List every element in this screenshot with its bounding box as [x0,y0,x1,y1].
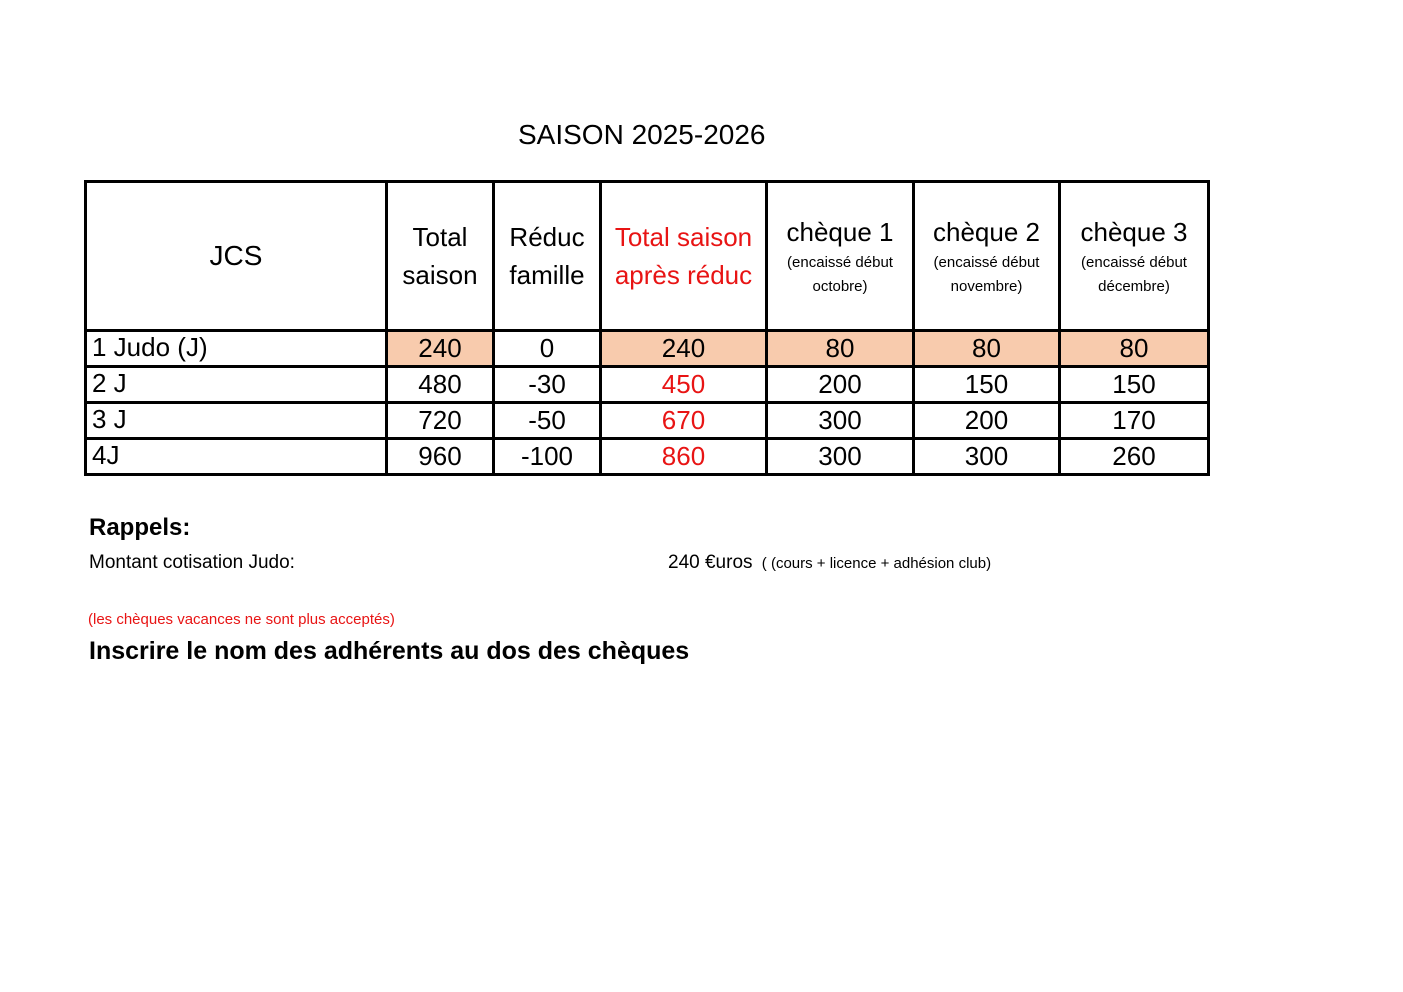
cell-reduc: -30 [494,367,601,403]
cell-total: 480 [387,367,494,403]
table-header-row [86,182,1209,331]
header-cheque-3 [1060,182,1209,331]
cell-cheque3: 80 [1060,331,1209,367]
cell-total: 960 [387,439,494,475]
cell-total: 720 [387,403,494,439]
cell-apres: 240 [601,331,767,367]
cell-cheque1: 200 [767,367,914,403]
cell-apres: 450 [601,367,767,403]
cell-cheque1: 80 [767,331,914,367]
cotisation-detail: ( (cours + licence + adhésion club) [761,555,992,572]
table-row [86,439,1209,475]
header-total-apres-reduc [601,182,767,331]
header-apres-line2: après réduc [614,260,753,290]
header-apres-line1: Total saison [614,222,753,252]
page-title: SAISON 2025-2026 [518,119,766,150]
table-row [86,331,1209,367]
table-row [86,403,1209,439]
cell-total: 240 [387,331,494,367]
cell-reduc: 0 [494,331,601,367]
inscrire-instruction: Inscrire le nom des adhérents au dos des chèques [89,637,690,665]
row-label: 2 J [86,367,387,403]
cell-cheque3: 260 [1060,439,1209,475]
row-label: 1 Judo (J) [86,331,387,367]
cell-cheque2: 300 [914,439,1060,475]
row-label: 3 J [86,403,387,439]
header-total-line1: Total [412,222,468,252]
cotisation-label: Montant cotisation Judo: [89,552,295,573]
rappels-heading: Rappels: [89,514,191,541]
cell-apres: 860 [601,439,767,475]
header-reduc-line1: Réduc [509,222,585,252]
cotisation-amount-line [668,550,991,577]
cell-cheque1: 300 [767,439,914,475]
header-cheque1-sub1: (encaissé début [787,254,893,271]
header-cheque2-sub2: novembre) [950,278,1023,295]
header-cheque-2 [914,182,1060,331]
cell-apres: 670 [601,403,767,439]
header-cheque1-sub2: octobre) [812,278,868,295]
cell-cheque2: 80 [914,331,1060,367]
header-reduc-line2: famille [509,260,585,290]
header-reduc-famille [494,182,601,331]
cotisation-amount: 240 €uros [668,552,753,573]
header-total-saison [387,182,494,331]
row-label: 4J [86,439,387,475]
header-cheque2-title: chèque 2 [933,217,1040,247]
header-cheque2-sub1: (encaissé début [933,254,1040,271]
fees-table [84,180,1210,476]
header-total-line2: saison [402,260,478,290]
header-cheque3-title: chèque 3 [1080,217,1188,247]
header-jcs: JCS [86,182,387,331]
header-cheque3-sub2: décembre) [1098,278,1170,295]
cell-cheque2: 200 [914,403,1060,439]
header-cheque1-title: chèque 1 [786,217,894,247]
cell-reduc: -100 [494,439,601,475]
cell-cheque2: 150 [914,367,1060,403]
cell-cheque3: 150 [1060,367,1209,403]
header-cheque3-sub1: (encaissé début [1081,254,1187,271]
cell-cheque1: 300 [767,403,914,439]
table-row [86,367,1209,403]
header-cheque-1 [767,182,914,331]
cell-cheque3: 170 [1060,403,1209,439]
cheques-vacances-note: (les chèques vacances ne sont plus acceptés) [88,611,395,628]
cell-reduc: -50 [494,403,601,439]
